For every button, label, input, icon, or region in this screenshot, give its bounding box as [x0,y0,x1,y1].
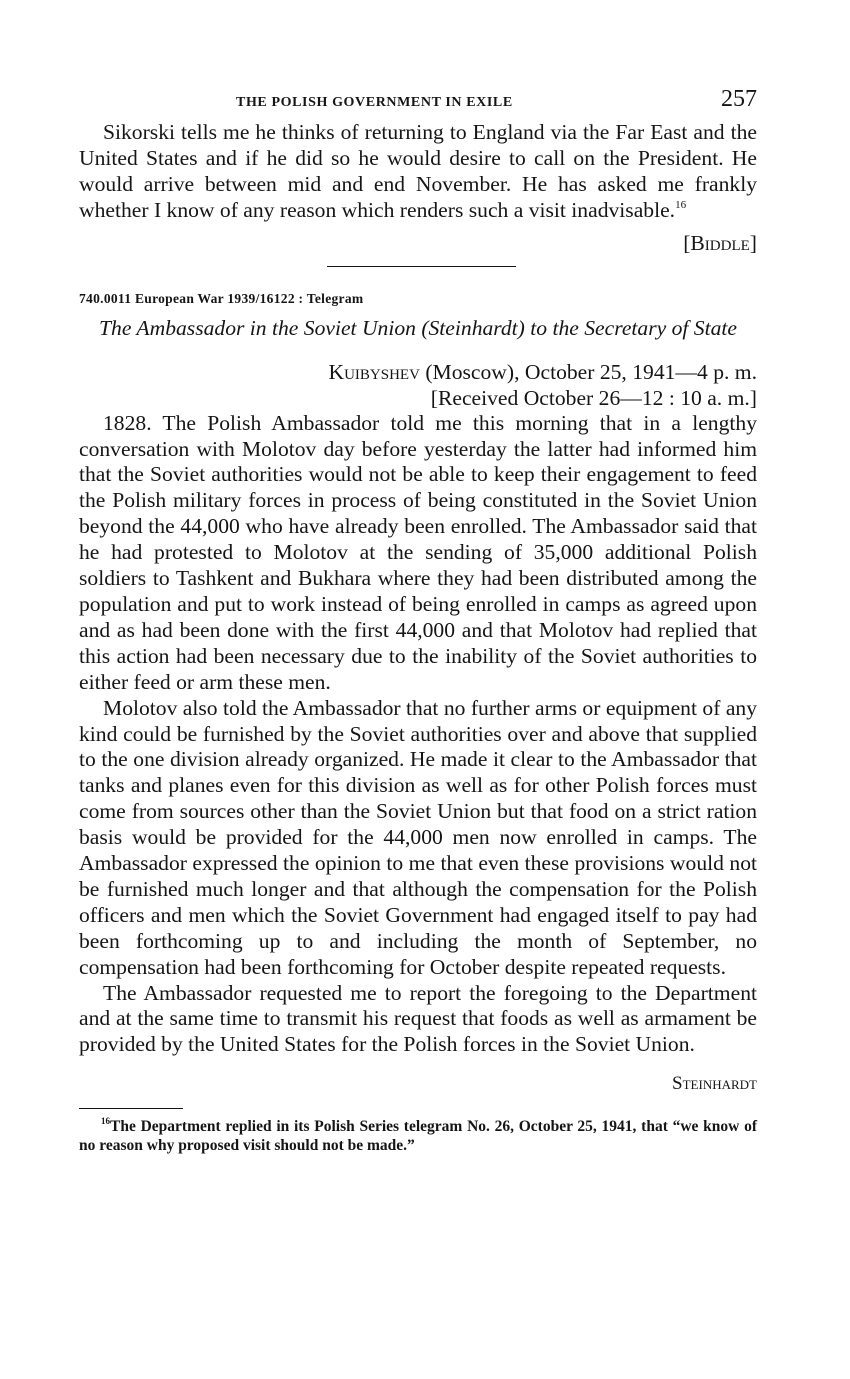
dateline-date: (Moscow), October 25, 1941—4 p. m. [419,359,757,384]
signature-steinhardt [79,1071,757,1097]
signature-name: Biddle [690,230,750,255]
paragraph-molotov: Molotov also told the Ambassador that no further arms or equipment of any kind could be furnished by the Soviet authorities over and above that supplied to the one division already organized. He made it clear to the Ambassador that tanks and planes even for this division as well as for other Polish forces must come from sources other than the Soviet Union but that food on a strict ration basis would be provided for the 44,000 men now enrolled in camps. The Ambassador expressed the opinion to me that even these provisions would not be furnished much longer and that although the compensation for the Polish officers and men which the Soviet Government had engaged itself to pay had been forthcoming up to and including the month of September, no compensation had been forthcoming for October despite repeated requests. [79,695,757,979]
dateline [79,359,757,385]
section-divider [327,266,516,267]
bracket-open: [ [683,230,691,255]
footnote-reference: 16 [675,198,687,211]
paragraph-sikorski-text: Sikorski tells me he thinks of returning to England via the Far East and the United States and if he did so he would desire to call on the President. He would arrive between mid and end November. He has asked me frankly whether I know of any reason which renders such a visit inadvisable. [79,120,757,222]
document-page [79,86,757,1171]
paragraph-sikorski [79,120,757,224]
page-number: 257 [721,86,757,112]
document-title: The Ambassador in the Soviet Union (Steinhardt) to the Secretary of State [99,315,737,340]
paragraph-1828: 1828. The Polish Ambassador told me this morning that in a lengthy conversation with Molotov day before yesterday the latter had informed him that the Soviet authorities would not be able to keep their engagement to feed the Polish military forces in process of being constituted in the Soviet Union beyond the 44,000 who have already been enrolled. The Ambassador said that he had protested to Molotov at the sending of 35,000 additional Polish soldiers to Tashkent and Bukhara where they had been distributed among the population and put to work instead of being enrolled in camps as agreed upon and as had been done with the first 44,000 and that Molotov had replied that this action had been necessary due to the inability of the Soviet authorities to either feed or arm these men. [79,410,757,694]
paragraph-request: The Ambassador requested me to report the foregoing to the Department and at the same time to transmit his request that foods as well as armament be provided by the United States for the Polish forces in the Soviet Union. [79,980,757,1057]
footnote-marker: 16 [101,1116,110,1127]
footnote-text: The Department replied in its Polish Series telegram No. 26, October 25, 1941, that “we know of no reason why proposed visit should not be made.” [79,1118,757,1155]
footnote [79,1117,757,1155]
footnote-divider [79,1108,183,1109]
signature-steinhardt-name: Steinhardt [672,1073,757,1095]
dateline-place: Kuibyshev [328,359,420,384]
received-line: [Received October 26—12 : 10 a. m.] [430,385,757,410]
file-reference: 740.0011 European War 1939/16122 : Telegram [79,290,364,306]
bracket-close: ] [749,230,757,255]
running-title: THE POLISH GOVERNMENT IN EXILE [236,95,513,110]
signature-biddle [79,230,757,256]
page-header [79,86,757,120]
